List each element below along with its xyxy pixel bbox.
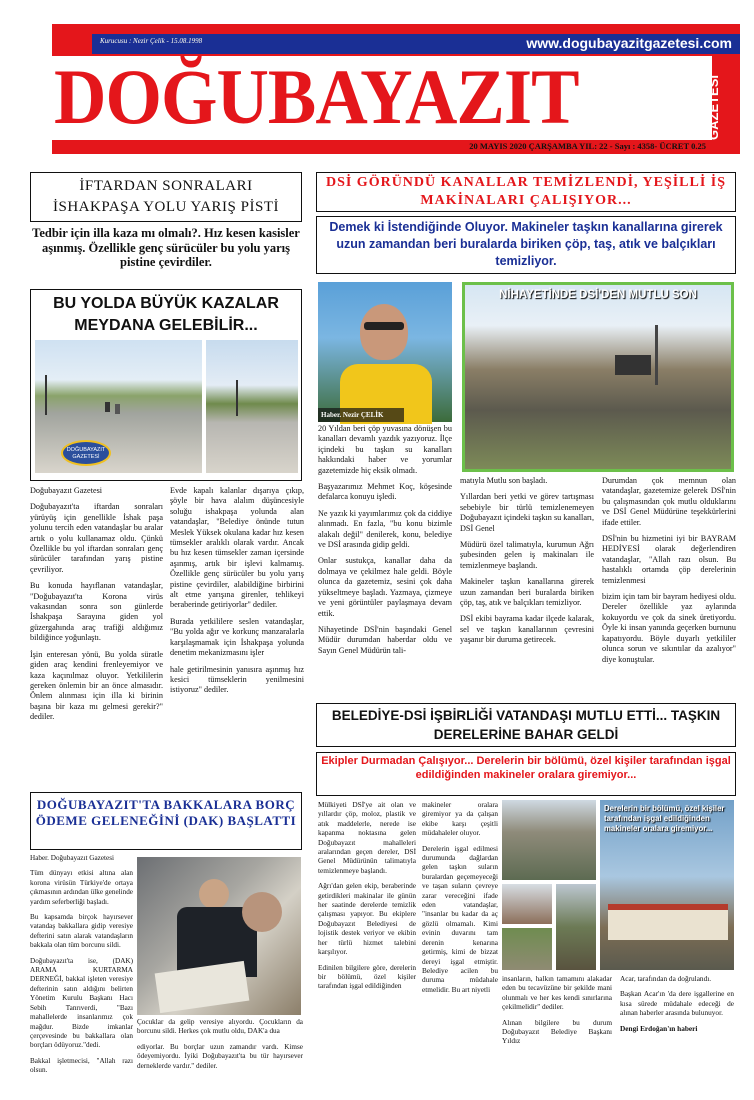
dak-col2 bbox=[137, 1018, 303, 1072]
left-p4: Evde kapalı kalanlar dışarıya çıkıp, şöyle bir hava alalım düşüncesiyle soluğu ishakpaşa yolunda alan vatandaşlar, "Belediye önünde tutun Meslek Yüksek okulana kadar hız kesen tümsekler aralıklı olarak vardır. Ancak bu hız kesen tümsekler zaman içersinde aşınmış, artık bir işlevi kalmamış. Özellikle genç sürücüler bu yolu yarış pistine çevirdiler, alabildiğine birbirini alt etme yarışına girenler, tehlikeyi beraberinde getiriyorlar" dediler. bbox=[170, 486, 304, 610]
dak-byline: Haber. Doğubayazıt Gazetesi bbox=[30, 854, 115, 862]
bel-p6: insanların, halkın tamamını alakadar eden bu tecavüzüne bir şekilde mani olunmalı ve her kes kendi sınırlarına çekilmelidir" dediler. bbox=[502, 974, 612, 1012]
bel-p5: Derelerin işgal edilmesi durumunda dağlardan gelen taşkın suların buralardan geçemeyeceği ve taşan suların çevreye zarar vereceğini ifade eden vatandaşlar, "insanlar bu kadar da aç gözlü olmamalı. Kimi evinin duvarını tam derenin kenarına getirmiş, kimi de bizzat dereyi işgal etmiştir. Belediye acilen bu duruma müdahale etmelidir. Bu art niyetli bbox=[422, 843, 498, 994]
dsi-subhead-box bbox=[316, 216, 736, 274]
dak-photo bbox=[137, 857, 301, 1015]
dak-p2: Bu kapsamda birçok hayırsever vatandaş bakkallara gidip veresiye defterini satın alarak vatandaşların bakkala olan tüm borcunu sildi. bbox=[30, 913, 133, 950]
bel-col3 bbox=[502, 974, 612, 1070]
dsi-p5: Nihayetinde DSİ'nin başındaki Genel Müdür durumdan haberdar oldu ve Sayın Genel Müdürün tali- bbox=[318, 624, 452, 655]
bel-col2 bbox=[422, 800, 498, 1072]
dsi-p3: Ne yazık ki yayımlarımız çok da ciddiye alınmadı. En fazla, "bu konu bizimle alakalı değil" denilerek, konu, belediye ve DSİ arasında gidip geldi. bbox=[318, 508, 452, 550]
dsi-col2 bbox=[460, 476, 594, 656]
left-byline: Doğubayazıt Gazetesi bbox=[30, 486, 103, 495]
left-subhead: Tedbir için illa kaza mı olmalı?. Hız kesen kasisler aşınmış. Özellikle genç sürücüler bu yolu yarış pistine çevirdiler. bbox=[32, 226, 300, 269]
bel-subhead: Ekipler Durmadan Çalışıyor... Derelerin bir bölümü, özel kişiler tarafından işgal edildiğinden makineler oralara giremiyor... bbox=[321, 755, 731, 781]
dak-p4: Bakkal işletmecisi, "Allah razı olsun. bbox=[30, 1056, 133, 1075]
dsi-p6: matıyla Mutlu son başladı. bbox=[460, 476, 548, 485]
bel-p7: Alınan bilgilere bu durum Doğubayazıt Belediye Başkanı Yıldız bbox=[502, 1017, 612, 1046]
dsi-p1: 20 Yıldan beri çöp yuvasına dönüşen bu kanalları devamlı yazdık yazıyoruz. İlçe içindeki bu taşkın su kanalları hakkındaki haber ve yorumlar gazetemizde hiç eksik olmadı. bbox=[318, 424, 452, 475]
dsi-p11: Durumdan çok memnun olan vatandaşlar, gazetemize gelerek DSİ'nin bu çalışmasından çok mutlu olduklarını ve DSİ Genel Müdürüne teşekkürlerini ifade ettiler. bbox=[602, 476, 736, 527]
bel-headline-box bbox=[316, 703, 736, 747]
dak-p5: Çocuklar da gelip veresiye alıyordu. Çocukların da borcunu sildi. Herkes çok mutlu oldu, DAK'a dua bbox=[137, 1018, 303, 1036]
bel-p3: Edinilen bilgilere göre, derelerin bir bölümü, özel kişiler tarafından işgal edildiğinden bbox=[318, 962, 416, 991]
newspaper-logo-badge: DOĞUBAYAZIT GAZETESİ bbox=[61, 440, 111, 466]
website-url[interactable]: www.dogubayazitgazetesi.com bbox=[526, 35, 732, 51]
road-photo-right bbox=[206, 340, 298, 473]
dak-headline-box bbox=[30, 792, 302, 850]
bel-photo-caption: Derelerin bir bölümü, özel kişiler tarafından işgal edildiğinden makineler oralara giremiyor... bbox=[604, 804, 725, 833]
left-col1 bbox=[30, 486, 163, 778]
left-headline: İFTARDAN SONRALARI İSHAKPAŞA YOLU YARIŞ PİSTİ bbox=[53, 178, 279, 215]
gazetesi-label: GAZETESİ bbox=[706, 74, 721, 140]
dsi-p12: DSİ'nin bu hizmetini iyi bir BAYRAM HEDİYESİ olarak değerlendiren vatandaşlar, "Allah razı olsun. Bu hastalıklı ortamda çöp derelerinin temizlenmesi bbox=[602, 534, 736, 585]
dsi-p2: Başyazarımız Mehmet Koç, köşesinde defalarca konuyu işledi. bbox=[318, 482, 452, 502]
left-banner: BU YOLDA BÜYÜK KAZALAR MEYDANA GELEBİLİR... bbox=[53, 295, 279, 334]
dsi-subhead: Demek ki İstendiğinde Oluyor. Makineler taşkın kanallarına girerek uzun zamandan beri buralarda biriken çöp, taş, atık ve balçıkları temizliyor. bbox=[329, 220, 723, 268]
dsi-col1 bbox=[318, 424, 452, 654]
dsi-p7: Yıllardan beri yetki ve görev tartışması sebebiyle bir türlü temizlenemeyen Doğubayazıt içindeki taşkın su kanalları, DSİ Genel bbox=[460, 492, 594, 533]
bel-signature: Dengi Erdoğan'ın haberi bbox=[620, 1023, 698, 1033]
bel-p1: Mülkiyeti DSİ'ye ait olan ve yıllardır çöp, moloz, plastik ve atık maddelerle, nerede ise kapanma noktasına gelen Doğubayazıt mahalleleri aralarından geçen dereler, DSİ Genel Müdürünün talimatıyla temizlenmeye başlandı. bbox=[318, 800, 416, 875]
dak-p1: Tüm dünyayı etkisi altına alan korona virüsün Türkiye'de ortaya çıkmasının ardından ülke genelinde yardım seferberliği başladı. bbox=[30, 869, 133, 906]
left-p5: Burada yetkililere seslen vatandaşlar, "Bu yolda ağır ve korkunç manzaralarla karşılaşmamak için İshakpaşa yolunda denetim mekanizmasını işler bbox=[170, 616, 304, 658]
dsi-p8: Müdürü özel talimatıyla, kurumun Ağrı şubesinden gelen iş makinaları ile temizlenmeye başlandı. bbox=[460, 540, 594, 570]
bel-p8: Acar, tarafından da doğrulandı. bbox=[620, 974, 712, 983]
dak-headline: DOĞUBAYAZIT'TA BAKKALARA BORÇ ÖDEME GELENEĞİNİ (DAK) BAŞLATTI bbox=[35, 797, 297, 828]
reporter-caption: Haber. Nezir ÇELİK bbox=[318, 408, 404, 422]
bel-p4: makineler oralara giremiyor ya da çalışan ekibe karşı çeşitli müdahaleler oluyor. bbox=[422, 800, 498, 838]
date-line: 20 MAYIS 2020 ÇARŞAMBA YIL: 22 - Sayı : 4358- ÜCRET 0.25 bbox=[469, 141, 706, 151]
bel-headline: BELEDİYE-DSİ İŞBİRLİĞİ VATANDAŞI MUTLU ETTİ... TAŞKIN DERELERİNE BAHAR GELDİ bbox=[331, 708, 721, 742]
bel-photo-collage bbox=[502, 800, 734, 970]
dak-p6: ediyorlar. Bu borçlar uzun zamandır vardı. Kimse ödeyemiyordu. İyiki Doğubayazıt'ta bu tür hayırsever derneklerde vardır." dediler. bbox=[137, 1042, 303, 1070]
left-col2 bbox=[170, 486, 304, 786]
dsi-p10: DSİ ekibi bayrama kadar ilçede kalarak, sel ve taşkın kanallarının çevresini yaşanır bir duruma getirecek. bbox=[460, 614, 594, 645]
dsi-headline-box bbox=[316, 172, 736, 212]
left-banner-box bbox=[30, 289, 302, 481]
bel-col4 bbox=[620, 974, 734, 1070]
dak-p3: Doğubayazıt'ta ise, (DAK) ARAMA KURTARMA DERNEĞİ, bakkal işleten veresiye defterinin satın aldığını belirten Yönetim Kurulu Başkanı Hacı Sebih Tanrıverdi, "Bazı mahallelerde insanlarımız çok mağdur. Bizde imkanlar çerçevesinde bu bakkallara olan borçları ödüyoruz."dedi. bbox=[30, 956, 133, 1050]
bel-p2: Ağrı'dan gelen ekip, beraberinde getirdikleri makinalar ile günün her saatinde derelerde temizlik çalışması yapıyor. Bu ekiplere Doğubayazıt Belediyesi de lojistik destek veriyor ve ekibin her türlü hizmet talebini karşılıyor. bbox=[318, 881, 416, 957]
bel-p9: Başkan Acar'ın 'da dere işgallerine en kısa sürede müdahale edeceği de alınan haberler arasında bulunuyor. bbox=[620, 989, 734, 1018]
dsi-p13: bizim için tam bir bayram hediyesi oldu. Dereler özellikle yaz aylarında kokuyordu ve çok da sinek üretiyordu. Öyle ki insan yanında geçerken burnunu kapatıyordu. Böyle duyarlı yetkililer olunca sorun ve sıkıntılar da azalıyor" diye konuştular. bbox=[602, 592, 736, 664]
road-photo-left bbox=[35, 340, 202, 473]
dsi-canal-photo bbox=[462, 282, 734, 472]
dsi-headline: DSİ GÖRÜNDÜ KANALLAR TEMİZLENDİ, YEŞİLLİ İŞ MAKİNALARI ÇALIŞIYOR... bbox=[325, 175, 727, 208]
bel-col1 bbox=[318, 800, 416, 1072]
reporter-photo bbox=[318, 282, 452, 422]
masthead-title: DOĞUBAYAZIT bbox=[54, 53, 579, 140]
left-headline-box bbox=[30, 172, 302, 222]
left-p3: İşin enteresan yönü, Bu yolda süratle giden araç kendini frenleyemiyor ve kaza kaçınılmaz oluyor. Yetkililerin gereken önlemin bir an önce almasıdır. Önlem alınması için illa ki birinin başına bir kaza mı gelmesi gerekir?" dediler. bbox=[30, 649, 163, 722]
masthead bbox=[52, 24, 740, 164]
dsi-p9: Makineler taşkın kanallarına girerek uzun zamandan beri buralarda biriken çöp, taş, atık ve balçıkları temizliyor. bbox=[460, 577, 594, 608]
founder-line: Kurucusu : Nezir Çelik - 15.08.1998 bbox=[100, 37, 203, 45]
dsi-col3 bbox=[602, 476, 736, 676]
left-p1: Doğubayazıt'ta iftardan sonraları yürüyüş için genellikle İshak paşa yolunu tercih eden vatandaşlar bu aralar artık o yolu kullanamaz oldu. Çünkü Özellikle bu yol iftardan sonraları genç sürücüler tarafından yarış pistine çevriliyor. bbox=[30, 502, 163, 574]
dak-col1 bbox=[30, 854, 133, 1075]
left-p2: Bu konuda hayıflanan vatandaşlar, "Doğubayazıt'ta Korona virüs vakasından sonra son günlerde İshakpaşa Sarayına giden yol güzergahında araç trafiği aldığımız bildiğince yoğunlaştı. bbox=[30, 581, 163, 643]
bel-subhead-box bbox=[316, 752, 736, 796]
left-p6: hale getirilmesinin yanısıra aşınmış hız kesici tümseklerin yenilmesini istiyoruz" dediler. bbox=[170, 664, 304, 695]
dsi-p4: Onlar sustukça, kanallar daha da dolmaya ve çekilmez hale geldi. Böyle olunca da gazetemiz, sesini çok daha yükseltmeye başladı. Yazmaya, çizmeye ve yeni görüntüler paylaşmaya devam ettik. bbox=[318, 556, 452, 618]
dsi-photo-title: NİHAYETİNDE DSİ'DEN MUTLU SON bbox=[499, 289, 697, 301]
